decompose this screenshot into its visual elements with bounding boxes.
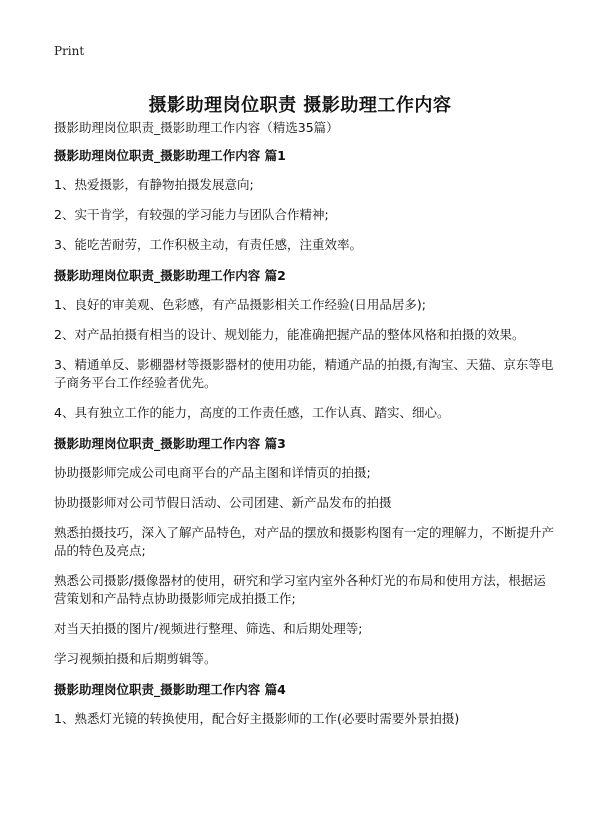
paragraph: 1、良好的审美观、色彩感，有产品摄影相关工作经验(日用品居多); xyxy=(54,297,426,312)
paragraph: 1、热爱摄影，有静物拍摄发展意向; xyxy=(54,177,254,192)
document-body xyxy=(54,118,554,740)
document-title: 摄影助理岗位职责 摄影助理工作内容 xyxy=(148,95,452,117)
paragraph: 协助摄影师完成公司电商平台的产品主图和详情页的拍摄; xyxy=(54,465,371,480)
section-2 xyxy=(54,266,554,422)
section-4 xyxy=(54,680,554,728)
paragraph: 熟悉拍摄技巧，深入了解产品特色，对产品的摆放和摄影构图有一定的理解力，不断提升产品的特色及亮点; xyxy=(54,525,555,558)
paragraph: 1、熟悉灯光镜的转换使用，配合好主摄影师的工作(必要时需要外景拍摄) xyxy=(54,711,460,726)
paragraph: 2、对产品拍摄有相当的设计、规划能力，能准确把握产品的整体风格和拍摄的效果。 xyxy=(54,327,525,342)
section-heading: 摄影助理岗位职责_摄影助理工作内容 篇3 xyxy=(54,436,286,451)
section-heading: 摄影助理岗位职责_摄影助理工作内容 篇2 xyxy=(54,268,286,283)
document-subtitle: 摄影助理岗位职责_摄影助理工作内容（精选35篇） xyxy=(54,120,339,135)
print-label: Print xyxy=(54,44,85,58)
section-1 xyxy=(54,146,554,254)
paragraph: 熟悉公司摄影/摄像器材的使用，研究和学习室内室外各种灯光的布局和使用方法，根据运营策划和产品特点协助摄影师完成拍摄工作; xyxy=(54,573,546,606)
paragraph: 3、精通单反、影棚器材等摄影器材的使用功能，精通产品的拍摄,有淘宝、天猫、京东等电子商务平台工作经验者优先。 xyxy=(54,357,554,390)
paragraph: 2、实干肯学，有较强的学习能力与团队合作精神; xyxy=(54,207,329,222)
section-heading: 摄影助理岗位职责_摄影助理工作内容 篇1 xyxy=(54,148,286,163)
paragraph: 学习视频拍摄和后期剪辑等。 xyxy=(54,651,217,666)
paragraph: 协助摄影师对公司节假日活动、公司团建、新产品发布的拍摄 xyxy=(54,495,392,510)
paragraph: 对当天拍摄的图片/视频进行整理、筛选、和后期处理等; xyxy=(54,621,363,636)
paragraph: 4、具有独立工作的能力，高度的工作责任感，工作认真、踏实、细心。 xyxy=(54,405,450,420)
section-heading: 摄影助理岗位职责_摄影助理工作内容 篇4 xyxy=(54,682,286,697)
section-3 xyxy=(54,434,554,668)
paragraph: 3、能吃苦耐劳，工作积极主动，有责任感，注重效率。 xyxy=(54,237,362,252)
